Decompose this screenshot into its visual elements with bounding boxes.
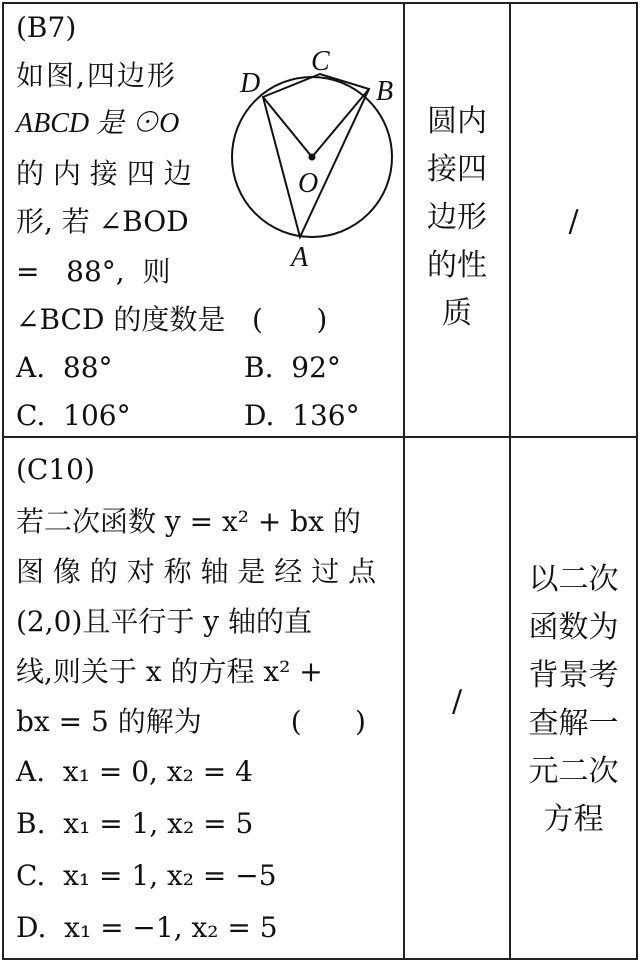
q1-knowledge-line: 边形 [427,200,487,235]
center-label-o: O [298,168,319,199]
q1-line: 的 内 接 四 边 [16,157,192,190]
table-border-bottom [2,958,638,960]
q1-option-c: C. 106° [16,399,131,432]
q2-tag: (C10) [16,453,95,486]
q2-note-line: 查解一 [528,706,619,741]
q2-note-line: 背景考 [528,658,619,693]
center-point [309,154,316,161]
q2-note-line: 以二次 [528,562,619,597]
vertex-label-a: A [291,242,309,273]
q1-line: 形, 若 ∠BOD [16,205,189,238]
vertex-label-b: B [376,76,394,107]
q2-knowledge-slash: / [451,684,463,719]
table-border-top [2,2,638,4]
row-divider [2,436,638,438]
q2-note-line: 方程 [543,802,604,837]
q2-option-a: A. x₁ = 0, x₂ = 4 [16,755,253,788]
table-border-left [2,2,4,960]
q1-tag: (B7) [16,11,77,44]
q2-option-c: C. x₁ = 1, x₂ = −5 [16,859,277,892]
vertex-label-c: C [311,46,330,77]
q1-knowledge-line: 圆内 [427,104,487,139]
q1-option-b: B. 92° [244,351,341,384]
q2-line: bx = 5 的解为 ( ) [16,705,366,738]
q1-knowledge-line: 接四 [427,152,487,187]
vertex-label-d: D [240,68,261,99]
q1-option-d: D. 136° [244,399,360,432]
q2-note [511,556,636,844]
q2-line: 图 像 的 对 称 轴 是 经 过 点 [16,555,377,588]
quadrilateral-abcd [263,74,369,237]
q1-knowledge-line: 质 [442,296,472,331]
q2-line: 若二次函数 y = x² + bx 的 [16,505,361,538]
q1-line: ABCD 是 ⊙O [16,108,180,139]
q2-note-line: 函数为 [528,610,619,645]
q1-knowledge-line: 的性 [427,248,487,283]
inscribed-quadrilateral-figure [222,40,404,280]
q1-note-slash: / [568,204,579,239]
q1-option-a: A. 88° [16,351,113,384]
q2-option-b: B. x₁ = 1, x₂ = 5 [16,807,254,840]
q1-line: = 88°, 则 [16,255,171,288]
q2-option-d: D. x₁ = −1, x₂ = 5 [16,911,278,944]
q1-line: 如图,四边形 [16,59,177,92]
q2-line: 线,则关于 x 的方程 x² + [16,655,323,688]
q1-line: ∠BCD 的度数是 ( ) [16,303,328,336]
table-border-right [636,2,638,960]
q2-note-line: 元二次 [528,754,619,789]
q2-line: (2,0)且平行于 y 轴的直 [16,605,312,638]
q1-knowledge [405,98,509,338]
